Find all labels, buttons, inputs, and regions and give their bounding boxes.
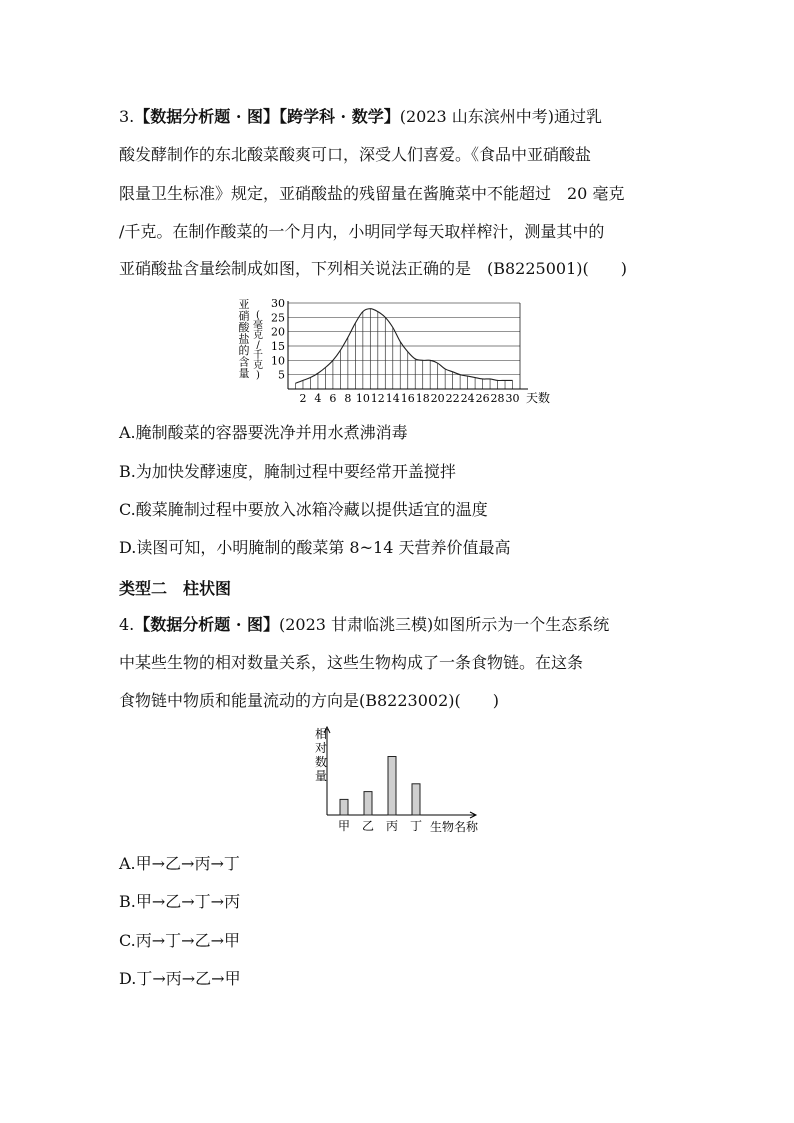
chart2-ylabel-char: 数 <box>315 755 328 769</box>
chart1-ylabel-char: 盐 <box>238 332 250 346</box>
chart2-bar <box>364 792 372 815</box>
chart1-ytick-label: 20 <box>271 325 285 339</box>
chart2-category-label: 甲 <box>337 819 351 833</box>
chart1-xtick-label: 2 <box>299 392 307 405</box>
q4-number: 4. <box>119 615 135 634</box>
chart1-ytick-label: 15 <box>271 340 285 353</box>
q4-line-2: 中某些生物的相对数量关系，这些生物构成了一条食物链。在这条 <box>119 653 584 672</box>
chart1-ylabel-char: ( <box>256 310 260 321</box>
chart1-xtick-label: 14 <box>385 392 400 405</box>
q3-option-a[interactable]: A.腌制酸菜的容器要洗净并用水煮沸消毒 <box>119 423 408 442</box>
chart1-ylabel-char: 硝 <box>238 309 250 323</box>
q4-option-d[interactable]: D.丁→丙→乙→甲 <box>119 969 241 988</box>
nitrite-chart <box>232 296 552 408</box>
chart2-bar <box>412 784 420 815</box>
section-title: 类型二 柱状图 <box>119 579 232 598</box>
q3-line-1 <box>119 106 602 128</box>
q4-option-a[interactable]: A.甲→乙→丙→丁 <box>119 854 240 873</box>
chart1-xtick-label: 26 <box>475 392 490 405</box>
chart1-ylabel-char: 毫 <box>253 320 263 331</box>
chart1-xlabel: 天数 <box>526 391 551 405</box>
chart2-category-label: 丙 <box>385 819 399 833</box>
chart1-ylabel-char: 的 <box>238 344 250 357</box>
q3-option-d[interactable]: D.读图可知，小明腌制的酸菜第 8~14 天营养价值最高 <box>119 538 511 557</box>
chart1-xtick-label: 22 <box>445 392 460 405</box>
q4-option-b[interactable]: B.甲→乙→丁→丙 <box>119 892 241 911</box>
q4-tag-data-analysis: 【数据分析题 · 图】 <box>134 615 279 634</box>
q3-line-2: 酸发酵制作的东北酸菜酸爽可口，深受人们喜爱。《食品中亚硝酸盐 <box>119 145 592 164</box>
chart1-ylabel-char: 千 <box>253 350 263 361</box>
chart2-category-label: 乙 <box>361 819 375 833</box>
chart1-ytick-label: 5 <box>278 368 285 382</box>
chart1-xtick-label: 12 <box>370 392 385 405</box>
q3-line-5: 亚硝酸盐含量绘制成如图，下列相关说法正确的是 (B8225001)( ) <box>119 259 627 278</box>
chart1-ylabel-char: / <box>256 340 260 351</box>
chart2-bar <box>340 799 348 815</box>
chart1-xtick-label: 8 <box>344 392 352 405</box>
q3-tag-interdisciplinary: 【跨学科 · 数学】 <box>278 107 400 126</box>
q4-line-3: 食物链中物质和能量流动的方向是(B8223002)( ) <box>119 691 499 710</box>
chart1-xtick-label: 4 <box>314 392 322 405</box>
q3-line-3: 限量卫生标准》规定，亚硝酸盐的残留量在酱腌菜中不能超过 20 毫克 <box>119 184 625 203</box>
organism-chart <box>310 726 490 838</box>
chart2-ylabel <box>315 726 327 783</box>
chart2-ylabel-char: 量 <box>315 769 328 783</box>
chart1-xtick-label: 6 <box>329 392 337 405</box>
q3-line-4: /千克。在制作酸菜的一个月内，小明同学每天取样榨汁，测量其中的 <box>119 222 605 241</box>
chart1-ylabel-char: 亚 <box>238 298 250 311</box>
chart1-xtick-label: 16 <box>400 392 415 405</box>
chart1-ylabel-char: 含 <box>238 355 250 369</box>
chart1-ylabel-char: 克 <box>253 330 263 341</box>
chart1-xtick-label: 30 <box>505 392 520 405</box>
chart1-ylabel <box>239 298 264 381</box>
chart1-xtick-label: 18 <box>415 392 430 405</box>
chart1-ytick-label: 30 <box>271 297 285 310</box>
chart1-xtick-label: 20 <box>430 392 445 405</box>
chart1-xtick-label: 28 <box>490 392 505 405</box>
chart1-ylabel-char: 克 <box>253 360 263 371</box>
chart2-ylabel-char: 对 <box>315 741 328 755</box>
q3-option-c[interactable]: C.酸菜腌制过程中要放入冰箱冷藏以提供适宜的温度 <box>119 500 488 519</box>
chart1-ytick-label: 10 <box>271 354 285 368</box>
chart1-ylabel-char: 量 <box>238 367 250 380</box>
q3-text-1: (2023 山东滨州中考)通过乳 <box>399 107 602 126</box>
chart1-xtick-label: 10 <box>355 392 370 405</box>
q3-option-b[interactable]: B.为加快发酵速度，腌制过程中要经常开盖搅拌 <box>119 462 456 481</box>
chart2-xlabel: 生物名称 <box>430 820 479 834</box>
q3-tag-data-analysis: 【数据分析题 · 图】 <box>134 107 279 126</box>
q4-line-1 <box>119 614 609 636</box>
chart1-ytick-label: 25 <box>271 311 285 325</box>
chart1-ylabel-char: 酸 <box>238 321 250 334</box>
chart2-bar <box>388 757 396 816</box>
chart2-category-label: 丁 <box>409 819 423 833</box>
q3-number: 3. <box>119 107 135 126</box>
q4-option-c[interactable]: C.丙→丁→乙→甲 <box>119 931 240 950</box>
chart2-ylabel-char: 相 <box>315 727 328 741</box>
chart1-xtick-label: 24 <box>460 392 475 405</box>
chart1-ylabel-char: ) <box>256 370 260 381</box>
q4-text-1: (2023 甘肃临洮三模)如图所示为一个生态系统 <box>278 615 610 634</box>
